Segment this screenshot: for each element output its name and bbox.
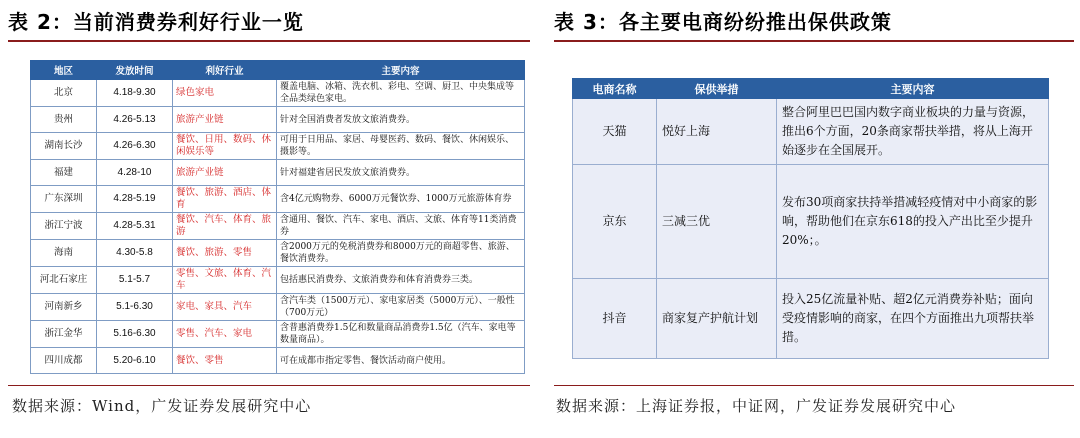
- industry-cell: 餐饮、零售: [173, 348, 277, 374]
- consumption-voucher-table: [30, 60, 525, 374]
- measure-cell: 三减三优: [657, 165, 777, 279]
- industry-cell: 餐饮、日用、数码、休闲娱乐等: [173, 133, 277, 160]
- industry-cell: 绿色家电: [173, 80, 277, 107]
- region-cell: 河北石家庄: [31, 267, 97, 294]
- table-row: [31, 321, 525, 348]
- measure-cell: 商家复产护航计划: [657, 279, 777, 359]
- table3-bottom-rule: [554, 385, 1074, 386]
- period-cell: 4.26-6.30: [97, 133, 173, 160]
- table2-bottom-rule: [8, 385, 530, 386]
- industry-cell: 零售、文旅、体育、汽车: [173, 267, 277, 294]
- header-content: 主要内容: [777, 79, 1049, 99]
- header-content: 主要内容: [277, 61, 525, 80]
- period-cell: 4.28-5.19: [97, 186, 173, 213]
- header-period: 发放时间: [97, 61, 173, 80]
- content-cell: 含2000万元的免税消费券和8000万元的商超零售、旅游、餐饮消费券。: [277, 240, 525, 267]
- table-row: [31, 348, 525, 374]
- table3-top-rule: [554, 40, 1074, 42]
- right-panel: [552, 0, 1080, 438]
- table-row: [31, 107, 525, 133]
- platform-cell: 京东: [573, 165, 657, 279]
- table-header-row: [31, 61, 525, 80]
- period-cell: 5.20-6.10: [97, 348, 173, 374]
- region-cell: 浙江宁波: [31, 213, 97, 240]
- measure-cell: 悦好上海: [657, 99, 777, 165]
- region-cell: 北京: [31, 80, 97, 107]
- industry-cell: 旅游产业链: [173, 160, 277, 186]
- period-cell: 4.28-10: [97, 160, 173, 186]
- table-row: [31, 186, 525, 213]
- region-cell: 四川成都: [31, 348, 97, 374]
- content-cell: 含汽车类（1500万元）、家电家居类（5000万元）、一般性（700万元）: [277, 294, 525, 321]
- table-row: [31, 294, 525, 321]
- table-row: [573, 165, 1049, 279]
- content-cell: 可在成都市指定零售、餐饮活动商户使用。: [277, 348, 525, 374]
- content-cell: 含通用、餐饮、汽车、家电、酒店、文旅、体育等11类消费券: [277, 213, 525, 240]
- table3-source: 数据来源：上海证券报，中证网，广发证券发展研究中心: [556, 397, 957, 415]
- table-row: [31, 240, 525, 267]
- industry-cell: 餐饮、汽车、体育、旅游: [173, 213, 277, 240]
- table-row: [31, 213, 525, 240]
- content-cell: 覆盖电脑、冰箱、洗衣机、彩电、空调、厨卫、中央集成等全品类绿色家电。: [277, 80, 525, 107]
- period-cell: 5.1-5.7: [97, 267, 173, 294]
- content-cell: 整合阿里巴巴国内数字商业板块的力量与资源，推出6个方面，20条商家帮扶举措，将从上海开始逐步在全国展开。: [777, 99, 1049, 165]
- header-measure: 保供举措: [657, 79, 777, 99]
- period-cell: 5.1-6.30: [97, 294, 173, 321]
- region-cell: 福建: [31, 160, 97, 186]
- table-row: [31, 80, 525, 107]
- content-cell: 投入25亿流量补贴、超2亿元消费券补贴；面向受疫情影响的商家，在四个方面推出九项帮扶举措。: [777, 279, 1049, 359]
- region-cell: 湖南长沙: [31, 133, 97, 160]
- industry-cell: 餐饮、旅游、零售: [173, 240, 277, 267]
- content-cell: 含4亿元购物券、6000万元餐饮券、1000万元旅游体育券: [277, 186, 525, 213]
- table-row: [573, 99, 1049, 165]
- header-industry: 利好行业: [173, 61, 277, 80]
- ecommerce-policy-table: [572, 78, 1049, 359]
- table-row: [31, 267, 525, 294]
- period-cell: 4.26-5.13: [97, 107, 173, 133]
- region-cell: 浙江金华: [31, 321, 97, 348]
- industry-cell: 餐饮、旅游、酒店、体育: [173, 186, 277, 213]
- table3-title: 表 3：各主要电商纷纷推出保供政策: [554, 10, 892, 34]
- table-row: [31, 160, 525, 186]
- content-cell: 针对福建省居民发放文旅消费券。: [277, 160, 525, 186]
- content-cell: 发布30项商家扶持举措减轻疫情对中小商家的影响，帮助他们在京东618的投入产出比至少提升20%；。: [777, 165, 1049, 279]
- region-cell: 海南: [31, 240, 97, 267]
- industry-cell: 零售、汽车、家电: [173, 321, 277, 348]
- table2-top-rule: [8, 40, 530, 42]
- region-cell: 贵州: [31, 107, 97, 133]
- region-cell: 河南新乡: [31, 294, 97, 321]
- table2-source: 数据来源：Wind，广发证券发展研究中心: [12, 397, 312, 415]
- industry-cell: 旅游产业链: [173, 107, 277, 133]
- table2-title: 表 2：当前消费券利好行业一览: [8, 10, 304, 34]
- platform-cell: 天猫: [573, 99, 657, 165]
- header-region: 地区: [31, 61, 97, 80]
- period-cell: 4.28-5.31: [97, 213, 173, 240]
- content-cell: 针对全国消费者发放文旅消费券。: [277, 107, 525, 133]
- region-cell: 广东深圳: [31, 186, 97, 213]
- table-header-row: [573, 79, 1049, 99]
- table-row: [573, 279, 1049, 359]
- header-platform: 电商名称: [573, 79, 657, 99]
- period-cell: 4.30-5.8: [97, 240, 173, 267]
- content-cell: 含普惠消费券1.5亿和数量商品消费券1.5亿（汽车、家电等数量商品）。: [277, 321, 525, 348]
- left-panel: [0, 0, 530, 438]
- table-row: [31, 133, 525, 160]
- industry-cell: 家电、家具、汽车: [173, 294, 277, 321]
- content-cell: 可用于日用品、家居、母婴医药、数码、餐饮、休闲娱乐、摄影等。: [277, 133, 525, 160]
- period-cell: 4.18-9.30: [97, 80, 173, 107]
- platform-cell: 抖音: [573, 279, 657, 359]
- period-cell: 5.16-6.30: [97, 321, 173, 348]
- content-cell: 包括惠民消费券、文旅消费券和体育消费券三类。: [277, 267, 525, 294]
